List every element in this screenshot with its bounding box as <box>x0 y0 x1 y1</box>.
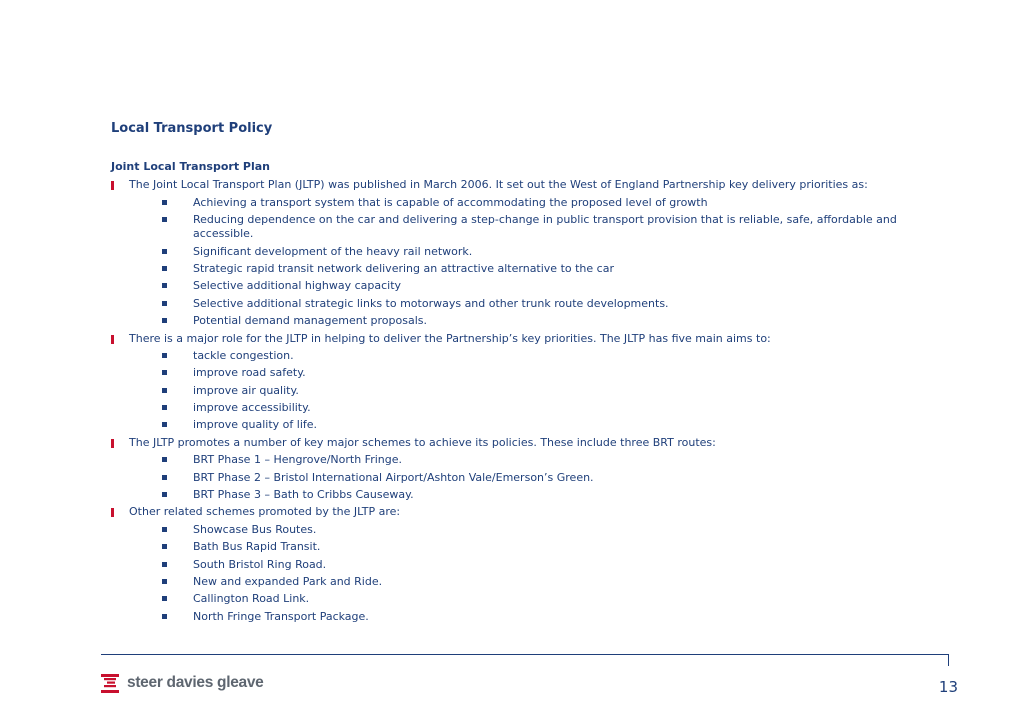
square-bullet-icon <box>162 249 167 254</box>
red-bar-bullet-icon <box>111 508 114 517</box>
sub-bullet-text: improve air quality. <box>193 383 299 397</box>
square-bullet-icon <box>162 318 167 323</box>
footer-divider <box>101 654 949 655</box>
square-bullet-icon <box>162 301 167 306</box>
square-bullet-icon <box>162 217 167 222</box>
sub-bullet-text: BRT Phase 2 – Bristol International Airport/Ashton Vale/Emerson’s Green. <box>193 470 594 484</box>
red-bar-bullet-icon <box>111 181 114 190</box>
sub-bullet-item <box>111 245 911 259</box>
square-bullet-icon <box>162 544 167 549</box>
square-bullet-icon <box>162 200 167 205</box>
square-bullet-icon <box>162 370 167 375</box>
sub-bullet-item <box>111 453 911 467</box>
section-heading: Joint Local Transport Plan <box>111 160 271 173</box>
sub-bullet-item <box>111 540 911 554</box>
logo-text: steer davies gleave <box>127 674 264 691</box>
sub-bullet-text: Selective additional highway capacity <box>193 279 402 293</box>
bullet-item <box>111 178 911 192</box>
square-bullet-icon <box>162 596 167 601</box>
sub-bullet-item <box>111 196 911 210</box>
sub-bullet-item <box>111 523 911 537</box>
sub-bullet-item <box>111 213 911 241</box>
sub-bullet-text: tackle congestion. <box>193 348 294 362</box>
sub-bullet-text: New and expanded Park and Ride. <box>193 574 383 588</box>
square-bullet-icon <box>162 492 167 497</box>
slide-content <box>111 158 911 624</box>
bullet-text: Other related schemes promoted by the JLTP are: <box>129 505 401 519</box>
sub-bullet-text: Strategic rapid transit network delivering an attractive alternative to the car <box>193 261 614 275</box>
sub-bullet-text: BRT Phase 1 – Hengrove/North Fringe. <box>193 453 403 467</box>
slide-title: Local Transport Policy <box>111 121 273 136</box>
sub-bullet-text: Potential demand management proposals. <box>193 314 427 328</box>
square-bullet-icon <box>162 283 167 288</box>
sub-bullet-item <box>111 349 911 363</box>
bullet-text: The Joint Local Transport Plan (JLTP) was published in March 2006. It set out the West of England Partnership key delivery priorities as: <box>129 178 868 192</box>
sub-bullet-item <box>111 575 911 589</box>
sub-bullet-text: Significant development of the heavy rail network. <box>193 244 473 258</box>
square-bullet-icon <box>162 457 167 462</box>
sub-bullet-text: BRT Phase 3 – Bath to Cribbs Causeway. <box>193 488 414 502</box>
square-bullet-icon <box>162 422 167 427</box>
sub-bullet-item <box>111 418 911 432</box>
footer-divider-tick <box>948 654 949 666</box>
sub-bullet-item <box>111 401 911 415</box>
sub-bullet-text: Achieving a transport system that is capable of accommodating the proposed level of growth <box>193 195 708 209</box>
bullet-item <box>111 505 911 519</box>
sub-bullet-item <box>111 592 911 606</box>
sub-bullet-text: improve quality of life. <box>193 418 318 432</box>
red-bar-bullet-icon <box>111 439 114 448</box>
sub-bullet-item <box>111 366 911 380</box>
square-bullet-icon <box>162 405 167 410</box>
sub-bullet-text: Showcase Bus Routes. <box>193 522 317 536</box>
bullet-text: There is a major role for the JLTP in helping to deliver the Partnership’s key priorities. The JLTP has five main aims to: <box>129 331 771 345</box>
sdg-logo-icon <box>101 674 119 693</box>
sub-bullet-item <box>111 488 911 502</box>
sub-bullet-item <box>111 297 911 311</box>
sub-bullet-text: Bath Bus Rapid Transit. <box>193 540 321 554</box>
square-bullet-icon <box>162 562 167 567</box>
sub-bullet-text: Callington Road Link. <box>193 592 310 606</box>
sub-bullet-item <box>111 262 911 276</box>
sub-bullet-item <box>111 279 911 293</box>
sub-bullet-text: Selective additional strategic links to motorways and other trunk route developments. <box>193 296 669 310</box>
square-bullet-icon <box>162 388 167 393</box>
sub-bullet-item <box>111 610 911 624</box>
red-bar-bullet-icon <box>111 335 114 344</box>
bullet-text: The JLTP promotes a number of key major schemes to achieve its policies. These include three BRT routes: <box>129 435 716 449</box>
bullet-item <box>111 436 911 450</box>
square-bullet-icon <box>162 353 167 358</box>
sub-bullet-text: improve accessibility. <box>193 401 311 415</box>
bullet-item <box>111 332 911 346</box>
square-bullet-icon <box>162 266 167 271</box>
square-bullet-icon <box>162 527 167 532</box>
sub-bullet-text: Reducing dependence on the car and delivering a step-change in public transport provision that is reliable, safe, affordable and accessible. <box>193 213 897 241</box>
bullet-list <box>111 178 911 623</box>
sub-bullet-text: North Fringe Transport Package. <box>193 609 369 623</box>
sub-bullet-text: improve road safety. <box>193 366 306 380</box>
square-bullet-icon <box>162 579 167 584</box>
sub-bullet-item <box>111 558 911 572</box>
square-bullet-icon <box>162 614 167 619</box>
square-bullet-icon <box>162 475 167 480</box>
sub-bullet-item <box>111 471 911 485</box>
page-number: 13 <box>938 678 958 696</box>
sub-bullet-text: South Bristol Ring Road. <box>193 557 327 571</box>
sub-bullet-item <box>111 384 911 398</box>
sub-bullet-item <box>111 314 911 328</box>
